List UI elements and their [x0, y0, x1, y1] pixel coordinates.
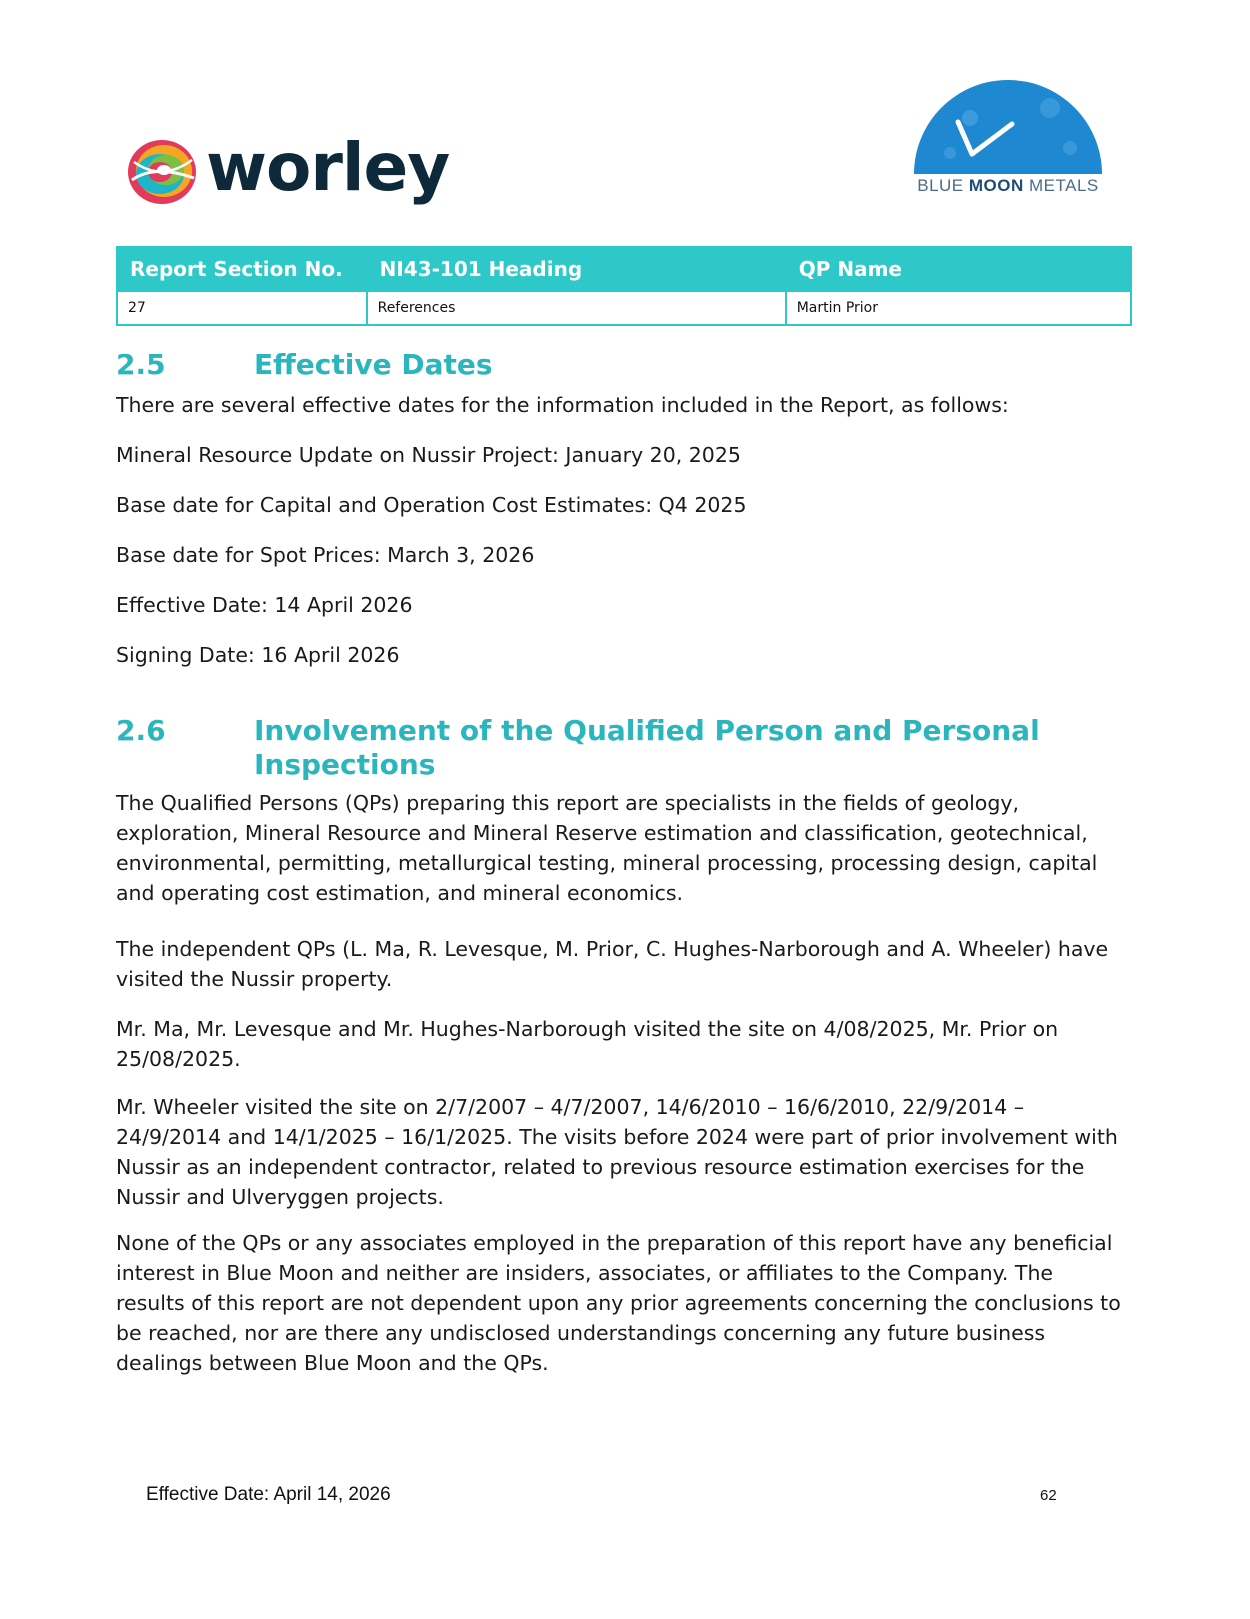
moon-clock-icon [910, 78, 1106, 178]
worley-logo [124, 129, 450, 210]
footer-effective-date: Effective Date: April 14, 2026 [146, 1484, 391, 1505]
worley-wordmark: worley [206, 129, 450, 206]
cell-section-no: 27 [117, 291, 367, 325]
header-report-section-no: Report Section No. [117, 247, 367, 291]
blue-moon-wordmark: BLUE MOON METALS [917, 176, 1099, 195]
section-number: 2.6 [116, 714, 166, 747]
effective-date-item: Base date for Capital and Operation Cost Estimates: Q4 2025 [116, 493, 747, 517]
paragraph: The independent QPs (L. Ma, R. Levesque, M. Prior, C. Hughes-Narborough and A. Wheeler) have visited the Nussir property. [116, 937, 1109, 991]
table-row [117, 291, 1131, 325]
effective-date-item: Mineral Resource Update on Nussir Project: January 20, 2025 [116, 443, 741, 467]
worley-swirl-icon [124, 134, 200, 210]
report-section-table [116, 246, 1132, 326]
effective-date-item: Signing Date: 16 April 2026 [116, 643, 400, 667]
header-ni43-101-heading: NI43-101 Heading [367, 247, 786, 291]
cell-heading: References [367, 291, 786, 325]
paragraph: Mr. Wheeler visited the site on 2/7/2007 – 4/7/2007, 14/6/2010 – 16/6/2010, 22/9/2014 – 24/9/2014 and 14/1/2025 – 16/1/2025. The visits before 2024 were part of prior involvement with Nussir as an independent contractor, related to previous resource estimation exercises for the Nussir and Ulveryggen projects. [116, 1095, 1118, 1209]
paragraph: None of the QPs or any associates employed in the preparation of this report have any beneficial interest in Blue Moon and neither are insiders, associates, or affiliates to the Company. The results of this report are not dependent upon any prior agreements concerning the conclusions to be reached, nor are there any undisclosed understandings concerning any future business dealings between Blue Moon and the QPs. [116, 1231, 1121, 1375]
section-title: Effective Dates [254, 348, 493, 381]
section-title: Involvement of the Qualified Person and Personal Inspections [254, 714, 1040, 781]
cell-qp-name: Martin Prior [786, 291, 1131, 325]
paragraph: Mr. Ma, Mr. Levesque and Mr. Hughes-Narborough visited the site on 4/08/2025, Mr. Prior on 25/08/2025. [116, 1017, 1059, 1071]
blue-moon-metals-logo [910, 78, 1106, 200]
paragraph: The Qualified Persons (QPs) preparing this report are specialists in the fields of geology, exploration, Mineral Resource and Mineral Reserve estimation and classification, geotechnical, environmental, permitting, metallurgical testing, mineral processing, processing design, capital and operating cost estimation, and mineral economics. [116, 791, 1098, 905]
table-header-row [117, 247, 1131, 291]
effective-date-item: Effective Date: 14 April 2026 [116, 593, 413, 617]
page-number: 62 [1040, 1487, 1057, 1504]
effective-date-item: Base date for Spot Prices: March 3, 2026 [116, 543, 535, 567]
section-2-5-intro: There are several effective dates for the information included in the Report, as follows: [116, 393, 1009, 417]
header-qp-name: QP Name [786, 247, 1131, 291]
section-number: 2.5 [116, 348, 166, 381]
